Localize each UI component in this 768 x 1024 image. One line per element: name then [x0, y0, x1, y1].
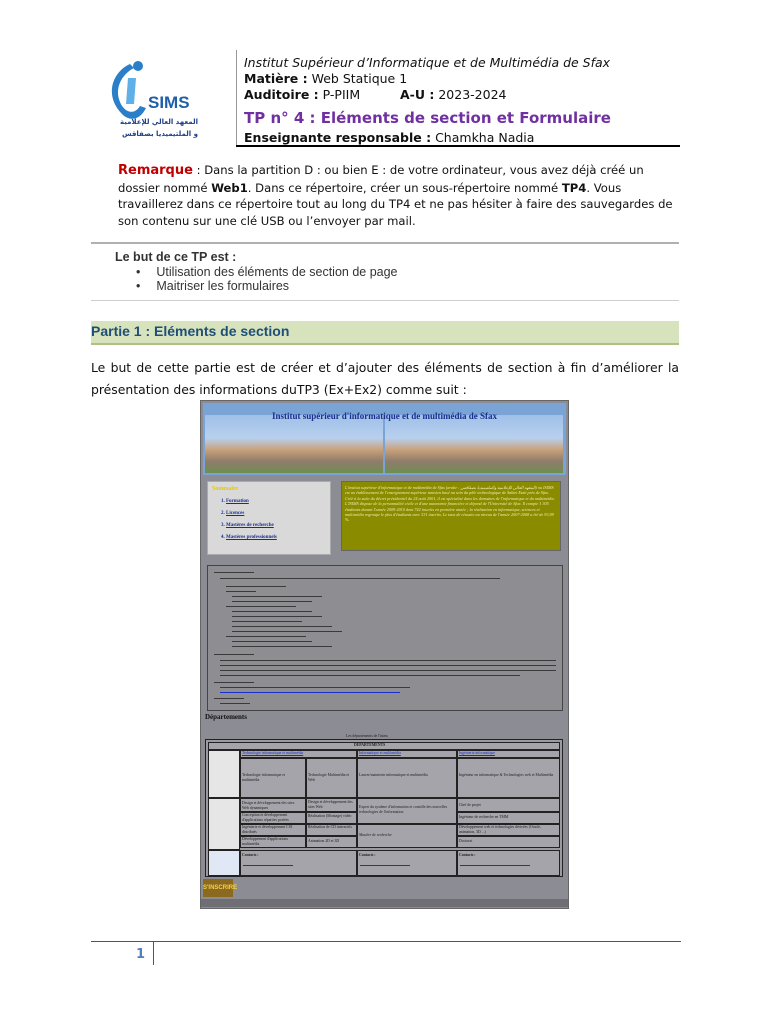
figure-formation-box: [207, 565, 563, 711]
remarque-paragraph: Remarque : Dans la partition D : ou bien E : de votre ordinateur, vous avez déjà créé un dossier nommé Web1. Dans ce répertoire, créer un sous-répertoire nommé TP4. Vous travaillerez dans ce répertoire tout au long du TP4 et ne pas hésiter à faire des sauvegardes de son contenu sur une clé USB ou l’envoyer par mail.: [118, 163, 673, 228]
but-top-rule: [91, 242, 679, 244]
partie1-title: Partie 1 : Eléments de section: [91, 323, 290, 339]
building-photo-right: [385, 415, 563, 473]
matiere-line: Matière : Web Statique 1: [244, 71, 408, 86]
auditoire-line: Auditoire : P-PIIM: [244, 87, 361, 102]
annee-line: A-U : 2023-2024: [400, 87, 507, 102]
inscrire-button[interactable]: S'INSCRIRE: [203, 879, 233, 897]
sommaire-link: 4. Mastères professionnels: [226, 532, 277, 544]
figure-banner: [203, 403, 566, 475]
enseignante-line: Enseignante responsable : Chamkha Nadia: [244, 130, 535, 145]
svg-text:المعهد العالي للإعلامية: المعهد العالي للإعلامية: [119, 118, 198, 126]
building-photo-left: [205, 415, 383, 473]
sommaire-link: 2. Licences: [226, 508, 277, 520]
sommaire-link: 3. Mastères de recherche: [226, 520, 277, 532]
figure-departements-table: Les départements de l'isims DEPARTEMENTS Technologie informatique et multimédia Informatique et multimédia Ingénierie informatique Technologie informatique et multimédia Technologie Multimédia et Web Lancer/maintenir informatique et multimédia Ingénieur en informatique & Technologies web et Multimédia Design et développement des sites Web dynamiques Design et développement des sites Web Expert du système d'information et contrôle des nouvelles technologies de l'information Chef de projet Conception et développement d'applications réparties portées Réalisation (Montage) vidéo Ingénieur de recherche en TMM Ingénierie et développement CSI distribués Réalisation de CD interactifs Mastère de recherche Développement web et technologies dérivées (Oracle, animation, 3D ...) Développement d'applications multimédia Animation 2D et 3D Doctorat Contacts : Contacts : Contacts :: [205, 739, 563, 877]
dept-image: [208, 798, 240, 850]
partie1-paragraph: Le but de cette partie est de créer et d’ajouter des éléments de section à fin d’améliorer la présentation des informations duTP3 (Ex+Ex2) comme suit :: [91, 360, 679, 397]
but-bottom-rule: [91, 300, 679, 301]
remarque-label: Remarque: [118, 163, 193, 178]
sommaire-link: 1. Formation: [226, 496, 277, 508]
but-title: Le but de ce TP est :: [115, 250, 237, 264]
tp-title: TP n° 4 : Eléments de section et Formulaire: [244, 109, 611, 127]
institute-name: Institut Supérieur d’Informatique et de Multimédia de Sfax: [244, 55, 611, 70]
footer-divider: [153, 941, 154, 965]
figure-banner-title: Institut supérieur d'informatique et de multimédia de Sfax: [271, 411, 498, 421]
page-number: 1: [136, 947, 146, 962]
but-list: [136, 265, 398, 293]
dept-image: [208, 750, 240, 798]
svg-text:SIMS: SIMS: [148, 93, 190, 112]
svg-text:و الملتيميديا بصفاقس: و الملتيميديا بصفاقس: [121, 130, 198, 138]
footer-rule: [91, 941, 681, 942]
partie1-banner: [91, 321, 679, 345]
list-item: • Utilisation des éléments de section de page: [136, 265, 398, 279]
isims-mini-logo: [208, 850, 240, 876]
figure-departements-title: Départements: [205, 713, 247, 721]
header-divider: [236, 50, 237, 147]
figure-intro-box: L'institut supérieur d'informatique et de multimédia de Sfax (arabe : المعهد العالي للإعلامية والملتيميديا بصفاقس) ou ISIMS est un établissement de l'enseignement supérieur tunisien basé au sein du pôle technologique de Sakiet Ezzit près de Sfax. Créé à la suite du décret présidentiel du 24 août 2001, il est spécialisé dans les domaines de l'informatique et du multimédia. L'ISIMS dispose de la personnalité civile et d'une autonomie financière et dépend de l'Université de Sfax. Il compte 1 305 étudiants durant l'année 2009-2010 dont 742 inscrits en première année ; la réalisation en informatique, sciences et multimédia regroupe le plus d'étudiants avec 331 inscrits. Le taux de réussite au niveau de l'année 2007-2008 a été de 93,99 %.: [341, 481, 561, 551]
example-page-screenshot: [200, 400, 569, 909]
isims-logo: [100, 58, 200, 142]
list-item: • Maitriser les formulaires: [136, 279, 398, 293]
header-rule: [236, 145, 680, 147]
figure-sommaire: Sommaire 1. Formation 2. Licences 3. Mastères de recherche 4. Mastères professionnels: [207, 481, 331, 555]
figure-footer-bar: [201, 899, 568, 907]
